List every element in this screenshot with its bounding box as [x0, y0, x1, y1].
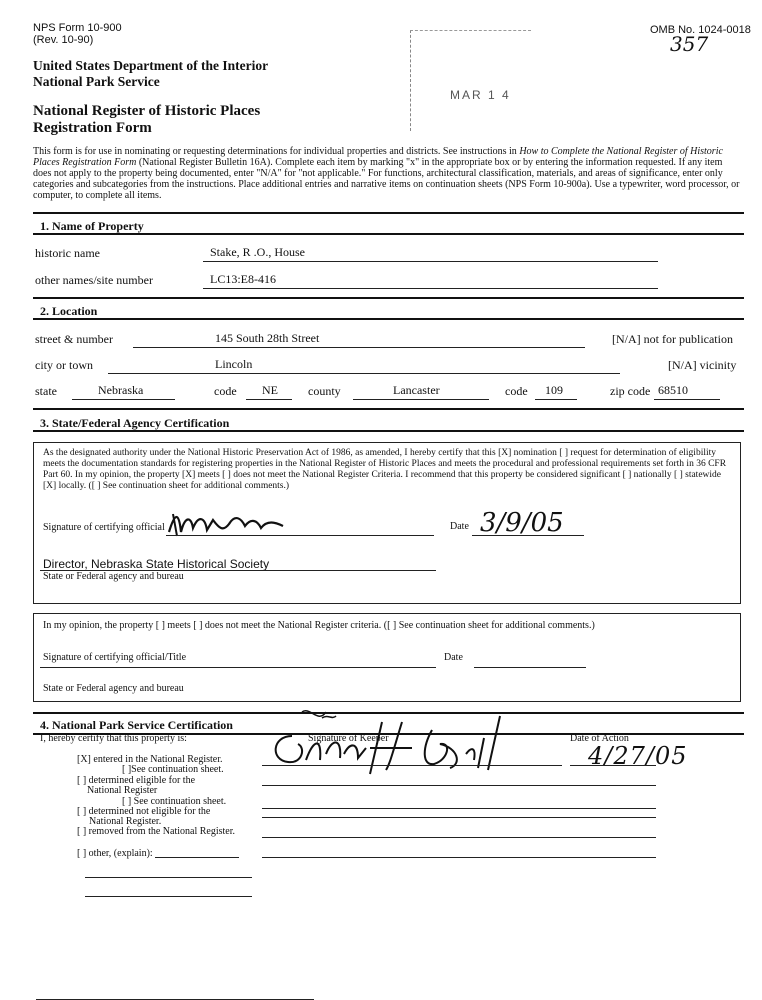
divider [33, 212, 744, 214]
field-underline [133, 347, 585, 348]
not-eligible-option: [ ] determined not eligible for the [77, 806, 211, 817]
section-1-heading: 1. Name of Property [40, 219, 144, 233]
field-underline [535, 399, 577, 400]
zip-value: 68510 [658, 383, 688, 397]
vicinity: [N/A] vicinity [668, 358, 737, 372]
not-eligible-option-2: National Register. [89, 816, 162, 827]
other-names-value: LC13:E8-416 [210, 272, 276, 286]
certification-date: 3/9/05 [480, 508, 564, 538]
title-line-1: National Register of Historic Places [33, 103, 261, 119]
form-revision: (Rev. 10-90) [33, 34, 94, 46]
field-underline [262, 817, 656, 818]
date-line [472, 535, 584, 536]
signature-title-label: Signature of certifying official/Title [43, 652, 187, 663]
action-date-line [570, 765, 656, 766]
state-code-label: code [214, 384, 237, 398]
intro-italic: How to Complete the National Register of Historic Places Registration Form [33, 146, 723, 168]
field-underline [155, 857, 239, 858]
keeper-signature [262, 708, 522, 778]
field-underline [108, 373, 620, 374]
intro-text-2: (National Register Bulletin 16A). Complete each item by marking "x" in the appropriate box or by entering the information requested. If any item does not apply to the property being documented, enter "N/A" for "not applicable." For functions, architectural classification, materials, and areas of significance, enter only categories and subcategories from the instructions. Place additional entries and narrative items on continuation sheets (NPS Form 10-900a). Use a typewriter, word processor, or computer, to complete all items. [33, 157, 740, 201]
date-label: Date [450, 521, 469, 532]
instructions-paragraph [33, 146, 743, 201]
street-label: street & number [35, 332, 113, 346]
field-underline [262, 857, 656, 858]
agency-header [33, 58, 268, 90]
intro-text-1: This form is for use in nominating or requesting determinations for individual properties and districts. See instructions in [33, 146, 520, 157]
field-underline [262, 837, 656, 838]
omb-number: OMB No. 1024-0018 [650, 24, 751, 36]
city-label: city or town [35, 358, 93, 372]
handwritten-number: 357 [670, 32, 709, 56]
field-underline [203, 261, 658, 262]
city-value: Lincoln [215, 357, 253, 371]
not-for-publication: [N/A] not for publication [612, 332, 733, 346]
field-underline [654, 399, 720, 400]
signature-line [40, 667, 436, 668]
signature-line [166, 535, 434, 536]
department-name: United States Department of the Interior [33, 58, 269, 73]
field-underline [72, 399, 175, 400]
field-underline [85, 877, 252, 878]
service-name: National Park Service [33, 74, 160, 89]
divider [33, 430, 744, 432]
title-line-2: Registration Form [33, 120, 152, 136]
received-stamp [410, 30, 531, 131]
other-names-label: other names/site number [35, 273, 153, 287]
section-2-heading: 2. Location [40, 304, 98, 318]
field-underline [262, 808, 656, 809]
state-code-value: NE [262, 383, 278, 397]
historic-name-value: Stake, R .O., House [210, 245, 305, 259]
action-date: 4/27/05 [588, 742, 688, 770]
entered-option: [X] entered in the National Register. [77, 754, 223, 765]
signature-label: Signature of certifying official [43, 522, 165, 533]
stamp-date: MAR 1 4 [450, 88, 511, 102]
field-underline [85, 896, 252, 897]
divider [33, 408, 744, 410]
agency-label-2: State or Federal agency and bureau [43, 683, 184, 694]
date-line [474, 667, 586, 668]
section-3-heading: 3. State/Federal Agency Certification [40, 416, 230, 430]
form-number: NPS Form 10-900 [33, 22, 122, 34]
state-value: Nebraska [98, 383, 144, 397]
form-header [33, 22, 122, 46]
nps-intro: I, hereby certify that this property is: [40, 733, 187, 744]
divider [33, 318, 744, 320]
other-option: [ ] other, (explain): [77, 848, 153, 859]
agency-value: Director, Nebraska State Historical Society [43, 557, 270, 571]
field-underline [246, 399, 292, 400]
street-value: 145 South 28th Street [215, 331, 320, 345]
eligible-option: [ ] determined eligible for the [77, 775, 196, 786]
field-underline [203, 288, 658, 289]
zip-label: zip code [610, 384, 651, 398]
entered-continuation: [ ]See continuation sheet. [122, 764, 224, 775]
keeper-line [262, 765, 562, 766]
field-underline [353, 399, 489, 400]
eligible-continuation: [ ] See continuation sheet. [122, 796, 227, 807]
divider [33, 297, 744, 299]
divider [33, 233, 744, 235]
county-code-value: 109 [545, 383, 563, 397]
date-of-action-label: Date of Action [570, 733, 629, 744]
county-label: county [308, 384, 341, 398]
county-code-label: code [505, 384, 528, 398]
removed-option: [ ] removed from the National Register. [77, 826, 236, 837]
field-underline [262, 785, 656, 786]
county-value: Lancaster [393, 383, 440, 397]
page-title [33, 103, 260, 137]
certification-text: As the designated authority under the National Historic Preservation Act of 1986, as amended, I hereby certify that this [X] nomination [ ] request for determination of eligibility meets the documentation standards for registering properties in the National Register of Historic Places and meets the procedural and professional requirements set forth in 36 CFR Part 60. In my opinion, the property [X] meets [ ] does not meet the National Register Criteria. I recommend that this property be considered significant [ ] nationally [ ] statewide [X] locally. ([ ] See continuation sheet for additional comments.) [43, 448, 727, 491]
date-label-2: Date [444, 652, 463, 663]
keeper-label: Signature of Keeper [308, 733, 389, 744]
eligible-option-2: National Register [87, 785, 158, 796]
agency-label: State or Federal agency and bureau [43, 571, 184, 582]
historic-name-label: historic name [35, 246, 100, 260]
section-4-heading: 4. National Park Service Certification [40, 718, 233, 732]
opinion-text: In my opinion, the property [ ] meets [ ] does not meet the National Register criteria. ([ ] See continuation sheet for additional comments.) [43, 620, 595, 631]
state-label: state [35, 384, 57, 398]
